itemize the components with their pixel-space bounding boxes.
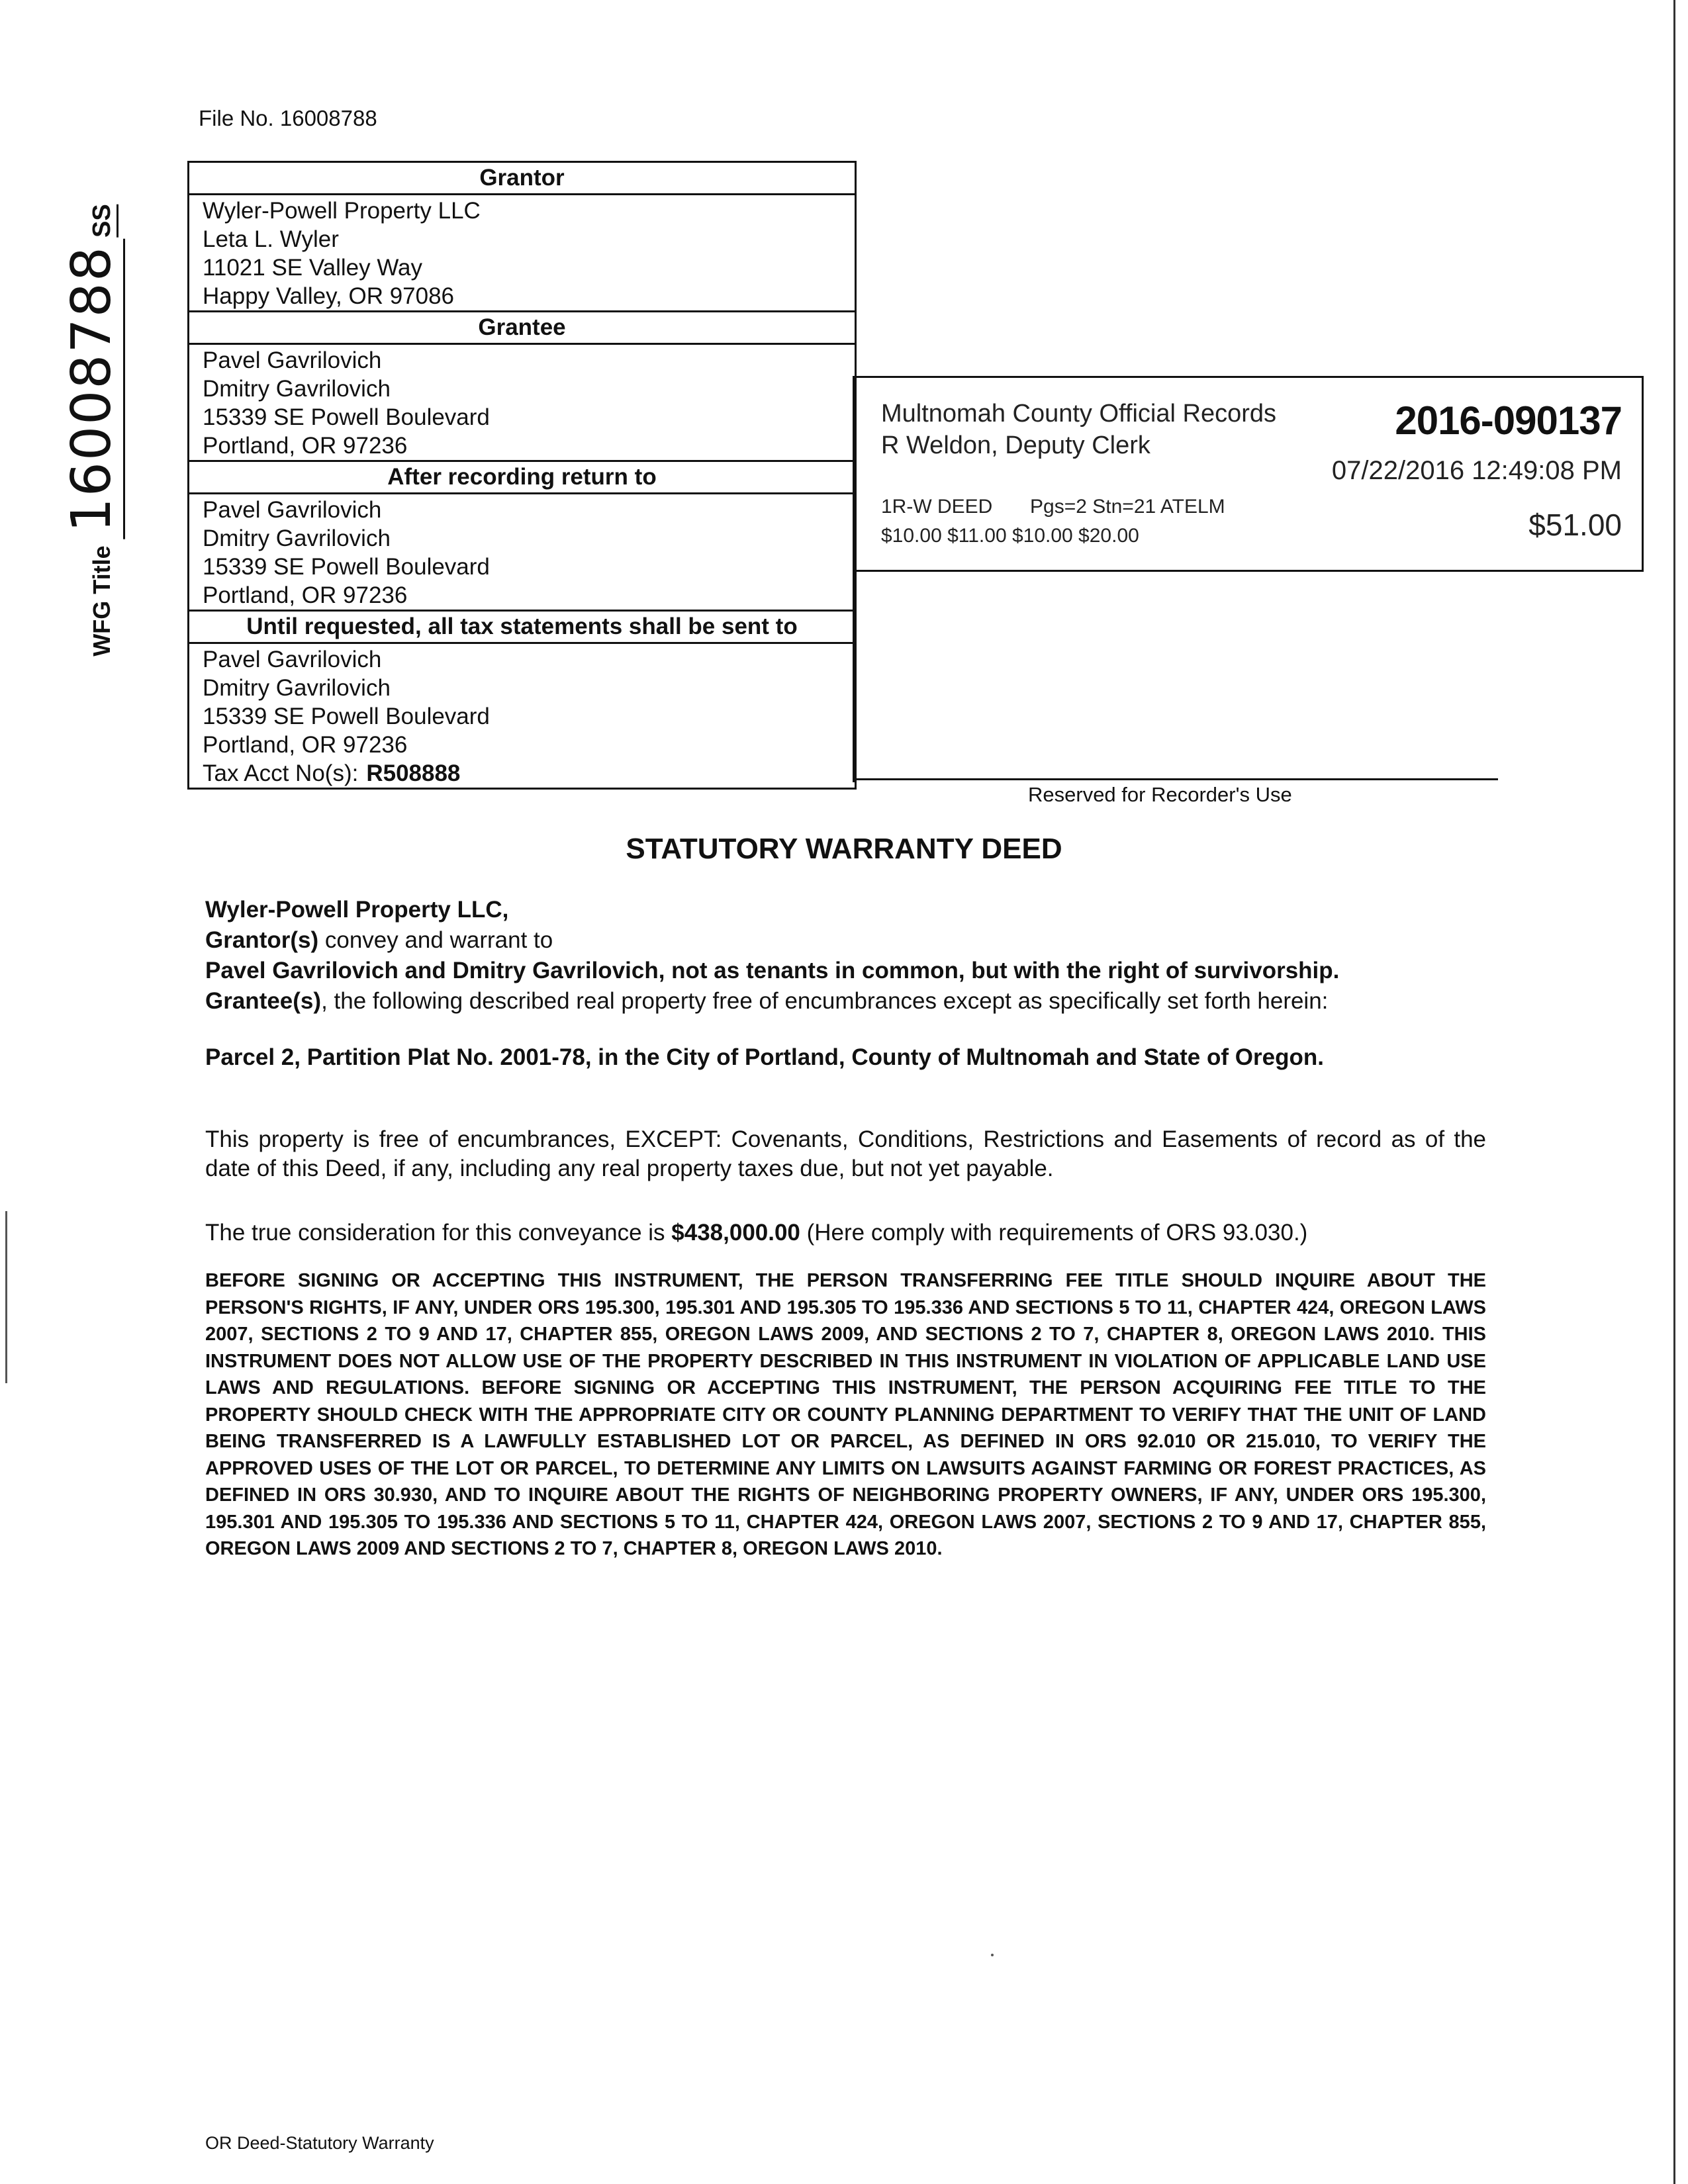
grantee-block (189, 345, 855, 460)
parcel-description: Parcel 2, Partition Plat No. 2001-78, in the City of Portland, County of Multnomah and State of Oregon. (205, 1044, 1324, 1070)
consideration-amount: $438,000.00 (671, 1220, 800, 1246)
tax-account-line (203, 759, 841, 788)
consideration-suffix: (Here comply with requirements of ORS 93.030.) (800, 1220, 1308, 1246)
margin-note (60, 204, 125, 656)
tax-statements-header: Until requested, all tax statements shall be sent to (189, 610, 855, 644)
margin-note-label: WFG Title (88, 545, 115, 657)
return-to-line: Portland, OR 97236 (203, 582, 408, 608)
consideration-prefix: The true consideration for this conveyance is (205, 1220, 672, 1246)
recording-fees: $10.00 $11.00 $10.00 $20.00 (881, 525, 1139, 547)
recorder-stamp (853, 376, 1644, 572)
tax-statements-line: Pavel Gavrilovich (203, 647, 382, 672)
return-to-block (189, 494, 855, 610)
tax-statements-line: Portland, OR 97236 (203, 732, 408, 758)
grantee-line: 15339 SE Powell Boulevard (203, 404, 490, 430)
grantor-header: Grantor (189, 163, 855, 195)
return-to-line: Pavel Gavrilovich (203, 497, 382, 523)
recorder-office (881, 398, 1276, 461)
grantor-name: Wyler-Powell Property LLC, (205, 897, 509, 923)
grantees-names: Pavel Gavrilovich and Dmitry Gavrilovich, not as tenants in common, but with the right of survivorship. (205, 958, 1340, 983)
grantor-block (189, 195, 855, 310)
parties-table (187, 161, 857, 790)
recorder-area-baseline (853, 778, 1498, 780)
doc-type: 1R-W DEED (881, 496, 993, 518)
grantor-line: 11021 SE Valley Way (203, 255, 423, 281)
scan-speck (991, 1954, 994, 1956)
grantees-label: Grantee(s) (205, 988, 322, 1014)
grantees-line (205, 986, 1486, 1017)
scan-edge-left (5, 1211, 7, 1383)
grantee-line: Dmitry Gavrilovich (203, 376, 391, 402)
scan-edge-right (1673, 0, 1675, 2184)
recording-doc-type (881, 496, 1225, 518)
tax-statements-block (189, 644, 855, 788)
convey-text: convey and warrant to (318, 927, 553, 953)
return-to-line: Dmitry Gavrilovich (203, 525, 391, 551)
return-to-line: 15339 SE Powell Boulevard (203, 554, 490, 580)
recorder-clerk: R Weldon, Deputy Clerk (881, 432, 1150, 459)
consideration-line (205, 1218, 1486, 1248)
grantor-line: Wyler-Powell Property LLC (203, 198, 481, 224)
grantors-label: Grantor(s) (205, 927, 319, 953)
form-footer: OR Deed-Statutory Warranty (205, 2133, 434, 2153)
grantee-line: Portland, OR 97236 (203, 433, 408, 459)
return-to-header: After recording return to (189, 460, 855, 494)
legal-notice: BEFORE SIGNING OR ACCEPTING THIS INSTRUMENT, THE PERSON TRANSFERRING FEE TITLE SHOULD INQUIRE ABOUT THE PERSON'S RIGHTS, IF ANY, UNDER ORS 195.300, 195.301 AND 195.305 TO 195.336 AND SECTIONS 5 TO 11, CHAPTER 424, OREGON LAWS 2007, SECTIONS 2 TO 9 AND 17, CHAPTER 855, OREGON LAWS 2009, AND SECTIONS 2 TO 7, CHAPTER 8, OREGON LAWS 2010. THIS INSTRUMENT DOES NOT ALLOW USE OF THE PROPERTY DESCRIBED IN THIS INSTRUMENT IN VIOLATION OF APPLICABLE LAND USE LAWS AND REGULATIONS. BEFORE SIGNING OR ACCEPTING THIS INSTRUMENT, THE PERSON ACQUIRING FEE TITLE TO THE PROPERTY SHOULD CHECK WITH THE APPROPRIATE CITY OR COUNTY PLANNING DEPARTMENT TO VERIFY THAT THE UNIT OF LAND BEING TRANSFERRED IS A LAWFULLY ESTABLISHED LOT OR PARCEL, AS DEFINED IN ORS 92.010 OR 215.010, TO VERIFY THE APPROVED USES OF THE LOT OR PARCEL, TO DETERMINE ANY LIMITS ON LAWSUITS AGAINST FARMING OR FOREST PRACTICES, AS DEFINED IN ORS 30.930, AND TO INQUIRE ABOUT THE RIGHTS OF NEIGHBORING PROPERTY OWNERS, IF ANY, UNDER ORS 195.300, 195.301 AND 195.305 TO 195.336 AND SECTIONS 5 TO 11, CHAPTER 424, OREGON LAWS 2007, SECTIONS 2 TO 9 AND 17, CHAPTER 855, OREGON LAWS 2009 AND SECTIONS 2 TO 7, CHAPTER 8, OREGON LAWS 2010. (205, 1270, 1486, 1559)
grantor-line: Happy Valley, OR 97086 (203, 283, 455, 309)
recorder-area-divider (853, 572, 855, 782)
reserved-label: Reserved for Recorder's Use (1028, 783, 1292, 806)
recorder-office-name: Multnomah County Official Records (881, 400, 1276, 428)
grantee-line: Pavel Gavrilovich (203, 347, 382, 373)
encumbrances-exception: This property is free of encumbrances, EXCEPT: Covenants, Conditions, Restrictions and Easements of record as of the date of this Deed, if any, including any real property taxes due, but not yet payable. (205, 1126, 1486, 1181)
margin-note-suffix: SS (88, 204, 118, 238)
file-number: File No. 16008788 (199, 106, 377, 130)
tax-account-label: Tax Acct No(s): (203, 760, 359, 786)
tax-account-number: R508888 (366, 760, 461, 786)
page-title: STATUTORY WARRANTY DEED (626, 833, 1062, 865)
recording-datetime: 07/22/2016 12:49:08 PM (1331, 456, 1622, 485)
margin-note-number: 16008788 (60, 239, 125, 539)
convey-line (205, 925, 1486, 956)
grantees-text: , the following described real property free of encumbrances except as specifically set forth herein: (321, 988, 1329, 1014)
grantee-header: Grantee (189, 310, 855, 345)
tax-statements-line: 15339 SE Powell Boulevard (203, 704, 490, 729)
tax-statements-line: Dmitry Gavrilovich (203, 675, 391, 701)
recording-total: $51.00 (1528, 508, 1622, 542)
grantor-line: Leta L. Wyler (203, 226, 339, 252)
recording-number: 2016-090137 (1395, 398, 1622, 443)
pages-info: Pgs=2 Stn=21 ATELM (1030, 496, 1225, 518)
